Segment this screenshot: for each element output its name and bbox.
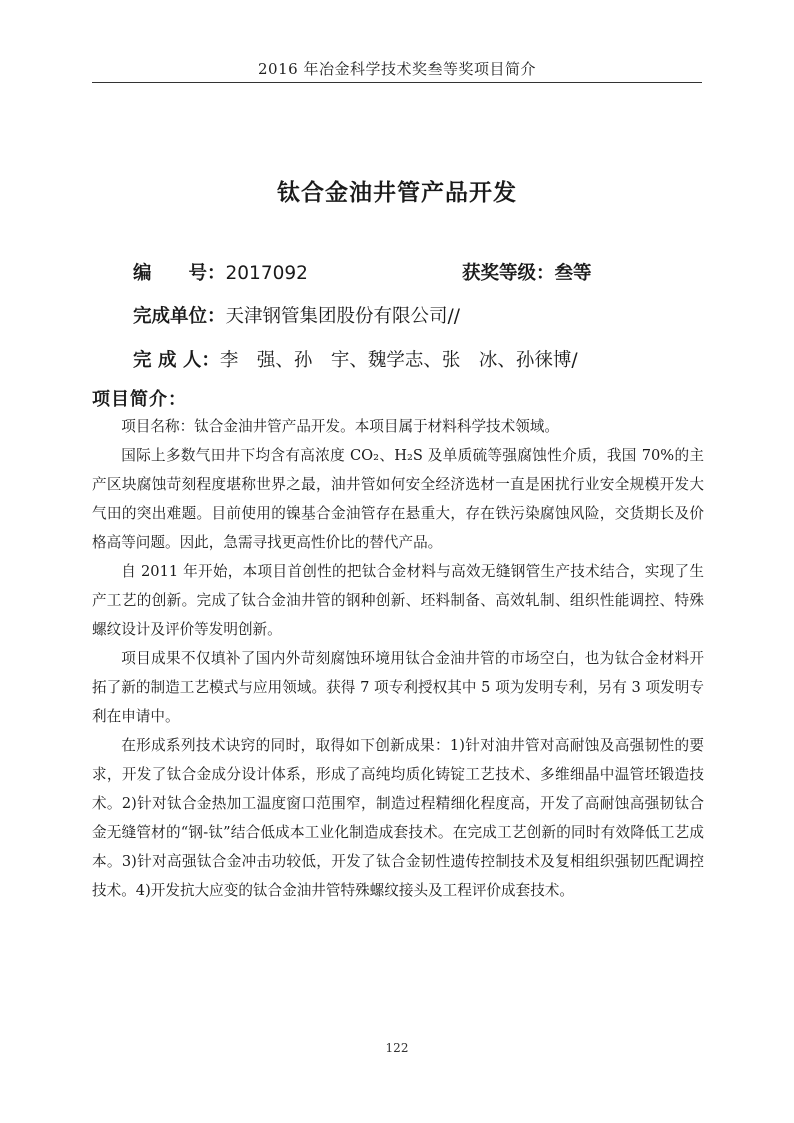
completing-unit-value: 天津钢管集团股份有限公司// xyxy=(225,306,460,327)
page-header: 2016 年冶金科学技术奖叁等奖项目简介 xyxy=(258,60,536,78)
paragraph: 自 2011 年开始，本项目首创性的把钛合金材料与高效无缝钢管生产技术结合，实现了生产工艺的创新。完成了钛合金油井管的钢种创新、坯料制备、高效轧制、组织性能调控、特殊螺纹设计及评价等发明创新。 xyxy=(92,563,704,638)
project-summary-body xyxy=(92,412,704,905)
document-title: 钛合金油井管产品开发 xyxy=(277,180,517,206)
contributors-line xyxy=(133,346,578,372)
contributors-value: 李 强、孙 宇、魏学志、张 冰、孙徕博/ xyxy=(219,350,578,371)
project-number-line xyxy=(133,259,308,285)
paragraph: 项目名称：钛合金油井管产品开发。本项目属于材料科学技术领域。 xyxy=(121,418,560,435)
header-divider xyxy=(92,82,702,83)
paragraph: 国际上多数气田井下均含有高浓度 CO₂、H₂S 及单质硫等强腐蚀性介质，我国 70%的主产区块腐蚀苛刻程度堪称世界之最，油井管如何安全经济选材一直是困扰行业安全规模开发大气田的突出难题。目前使用的镍基合金油管存在悬重大，存在铁污染腐蚀风险，交货期长及价格高等问题。因此，急需寻找更高性价比的替代产品。 xyxy=(92,447,704,551)
project-number-label: 编 号： xyxy=(133,263,226,284)
award-level-label: 获奖等级： xyxy=(462,263,555,284)
section-heading: 项目简介： xyxy=(92,389,187,410)
contributors-label: 完 成 人： xyxy=(133,350,220,371)
paragraph: 在形成系列技术诀窍的同时，取得如下创新成果：1)针对油井管对高耐蚀及高强韧性的要求，开发了钛合金成分设计体系，形成了高纯均质化铸锭工艺技术、多维细晶中温管坯锻造技术。2)针对钛合金热加工温度窗口范围窄，制造过程精细化程度高，开发了高耐蚀高强韧钛合金无缝管材的“钢-钛”结合低成本工业化制造成套技术。在完成工艺创新的同时有效降低工艺成本。3)针对高强钛合金冲击功较低，开发了钛合金韧性遗传控制技术及复相组织强韧匹配调控技术。4)开发抗大应变的钛合金油井管特殊螺纹接头及工程评价成套技术。 xyxy=(92,737,704,899)
completing-unit-label: 完成单位： xyxy=(133,306,226,327)
award-level-value: 叁等 xyxy=(554,263,592,284)
paragraph: 项目成果不仅填补了国内外苛刻腐蚀环境用钛合金油井管的市场空白，也为钛合金材料开拓了新的制造工艺模式与应用领域。获得 7 项专利授权其中 5 项为发明专利，另有 3 项发明专利在申请中。 xyxy=(92,650,704,725)
completing-unit-line xyxy=(133,302,460,328)
project-number-value: 2017092 xyxy=(225,263,308,284)
award-level-line xyxy=(462,259,592,285)
page-number: 122 xyxy=(385,1041,409,1055)
